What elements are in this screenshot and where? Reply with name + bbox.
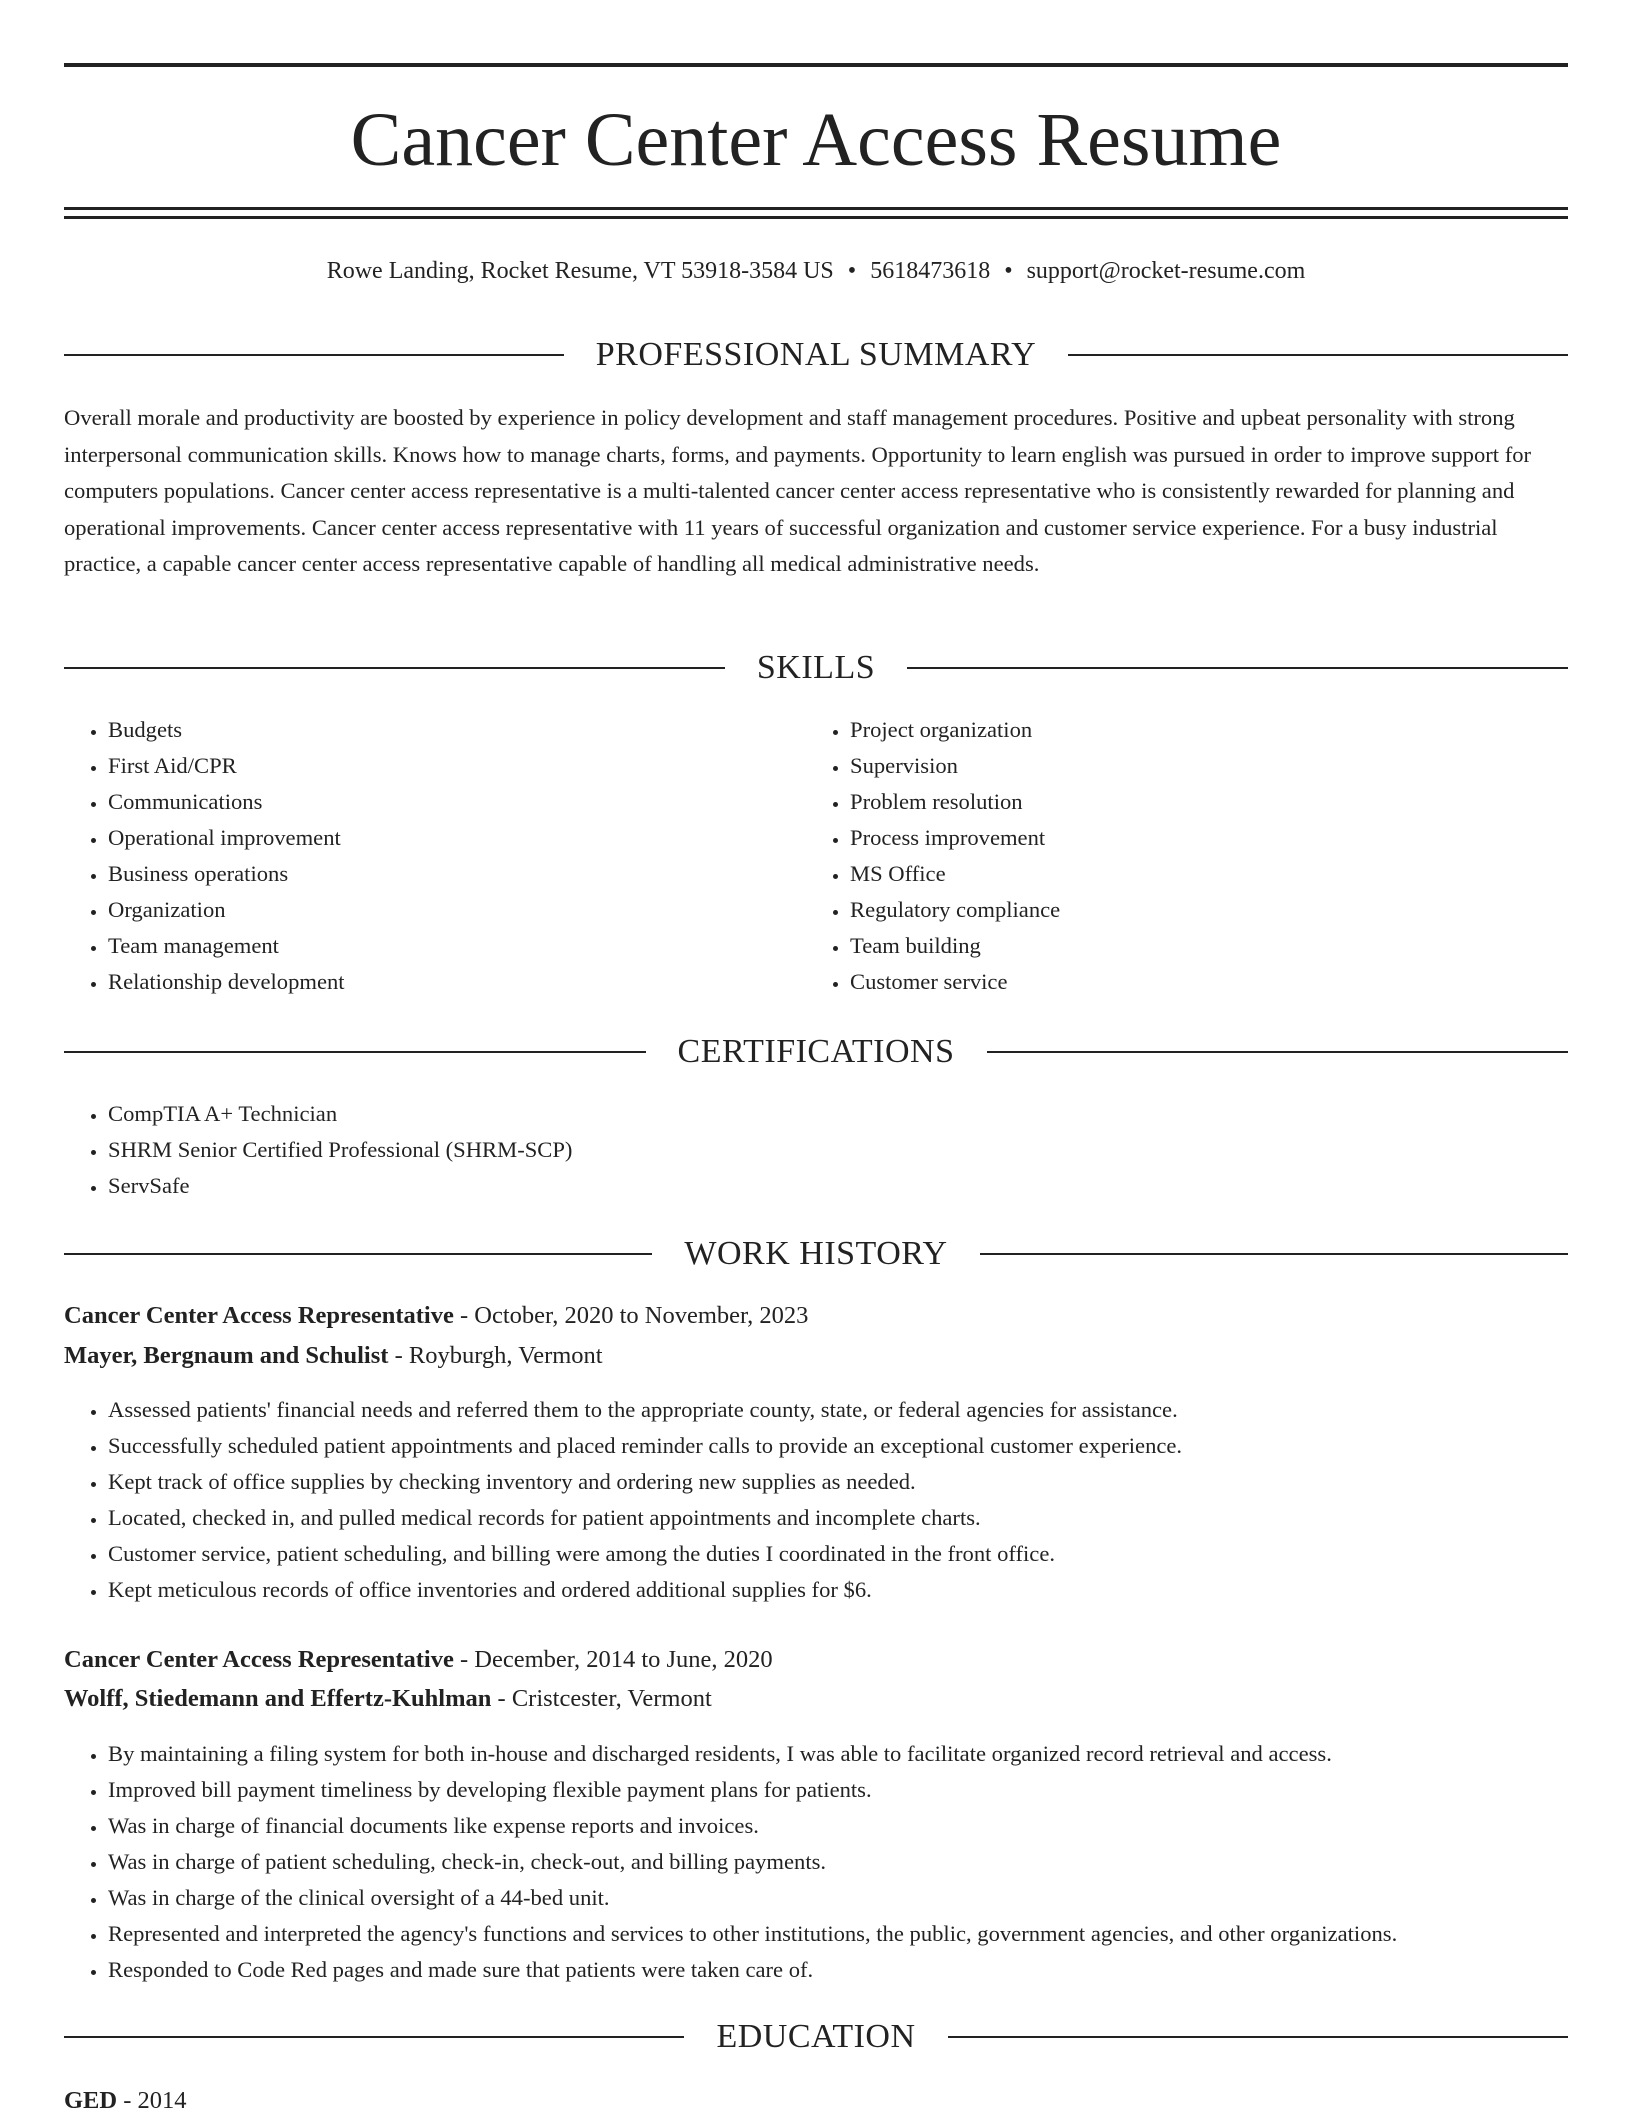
summary-text: Overall morale and productivity are boosted by experience in policy development and staff management procedures. Positive and upbeat personality with strong interpersonal communication skills. Knows how to manage charts, forms, and payments. Opportunity to learn english was pursued in order to improve support for computers populations. Cancer center access representative is a multi-talented cancer center access representative who is consistently rewarded for planning and operational improvements. Cancer center access representative with 11 years of successful organization and customer service experience. For a busy industrial practice, a capable cancer center access representative capable of handling all medical administrative needs. [64, 405, 1532, 577]
job-duty: • Represented and interpreted the agency's functions and services to other institutions, the public, government agencies, and other organizations. [108, 1916, 1568, 1952]
job-duty: • Was in charge of the clinical oversight of a 44-bed unit. [108, 1880, 1568, 1916]
job-duties-list [64, 1392, 1568, 1608]
certification-item: • CompTIA A+ Technician [108, 1096, 1308, 1132]
job-location: - Cristcester, Vermont [491, 1685, 712, 1712]
certification-item: • ServSafe [108, 1168, 1308, 1204]
job-title-line [64, 1642, 1568, 1678]
job-duty: • Improved bill payment timeliness by developing flexible payment plans for patients. [108, 1772, 1568, 1808]
job-duty: • Successfully scheduled patient appointments and placed reminder calls to provide an exceptional customer experience. [108, 1428, 1568, 1464]
job-duty: • By maintaining a filing system for both in-house and discharged residents, I was able to facilitate organized record retrieval and access. [108, 1736, 1568, 1772]
section-title: CERTIFICATIONS [677, 1033, 955, 1070]
skill-item: • Team building [850, 928, 1550, 964]
section-title: EDUCATION [716, 2018, 916, 2055]
skill-item: • Communications [108, 784, 808, 820]
job-title: Cancer Center Access Representative [64, 1302, 454, 1329]
skills-list-right [806, 712, 1550, 1000]
resume-title: Cancer Center Access Resume [350, 98, 1282, 182]
title-rule-upper [64, 207, 1568, 210]
job-duty: • Was in charge of patient scheduling, check-in, check-out, and billing payments. [108, 1844, 1568, 1880]
skill-item: • Project organization [850, 712, 1550, 748]
skill-item: • Customer service [850, 964, 1550, 1000]
job-dates: - December, 2014 to June, 2020 [453, 1646, 773, 1673]
job-duty: • Responded to Code Red pages and made sure that patients were taken care of. [108, 1952, 1568, 1988]
job-duties-list [64, 1736, 1568, 1988]
contact-separator: • [847, 258, 857, 284]
top-rule [64, 63, 1568, 67]
skill-item: • Business operations [108, 856, 808, 892]
education-year: - 2014 [117, 2087, 187, 2114]
section-title: SKILLS [756, 649, 876, 686]
section-rule [64, 1051, 646, 1053]
section-header-certifications [64, 1032, 1568, 1072]
section-header-education [64, 2017, 1568, 2057]
skill-item: • First Aid/CPR [108, 748, 808, 784]
skill-item: • Operational improvement [108, 820, 808, 856]
contact-email: support@rocket-resume.com [1026, 258, 1306, 284]
skill-item: • Problem resolution [850, 784, 1550, 820]
job-company-line [64, 1681, 1568, 1717]
section-header-summary [64, 335, 1568, 375]
job-title-line [64, 1298, 1568, 1334]
section-rule [64, 667, 725, 669]
job-duty: • Kept track of office supplies by checking inventory and ordering new supplies as needed. [108, 1464, 1568, 1500]
skill-item: • Team management [108, 928, 808, 964]
section-title: WORK HISTORY [684, 1235, 948, 1272]
skill-item: • MS Office [850, 856, 1550, 892]
education-entry [64, 2084, 187, 2118]
contact-phone: 5618473618 [870, 258, 991, 284]
job-duty: • Was in charge of financial documents like expense reports and invoices. [108, 1808, 1568, 1844]
skill-item: • Process improvement [850, 820, 1550, 856]
section-title: PROFESSIONAL SUMMARY [595, 336, 1037, 373]
section-header-skills [64, 648, 1568, 688]
job-company-line [64, 1338, 1568, 1374]
section-rule [1068, 354, 1568, 356]
section-rule [907, 667, 1568, 669]
title-rule-lower [64, 216, 1568, 219]
job-duty: • Customer service, patient scheduling, and billing were among the duties I coordinated in the front office. [108, 1536, 1568, 1572]
section-rule [980, 1253, 1568, 1255]
section-rule [64, 1253, 652, 1255]
section-rule [987, 1051, 1569, 1053]
job-location: - Royburgh, Vermont [388, 1342, 603, 1369]
job-duty: • Assessed patients' financial needs and referred them to the appropriate county, state, or federal agencies for assistance. [108, 1392, 1568, 1428]
section-rule [64, 354, 564, 356]
job-company: Wolff, Stiedemann and Effertz-Kuhlman [64, 1685, 492, 1712]
skill-item: • Relationship development [108, 964, 808, 1000]
job-title: Cancer Center Access Representative [64, 1646, 454, 1673]
certifications-list [64, 1096, 1308, 1204]
section-header-work [64, 1234, 1568, 1274]
skill-item: • Budgets [108, 712, 808, 748]
skill-item: • Regulatory compliance [850, 892, 1550, 928]
skill-item: • Organization [108, 892, 808, 928]
contact-address: Rowe Landing, Rocket Resume, VT 53918-3584 US [326, 258, 834, 284]
skill-item: • Supervision [850, 748, 1550, 784]
contact-separator: • [1004, 258, 1013, 284]
skills-list-left [64, 712, 808, 1000]
contact-line [64, 254, 1568, 288]
certification-item: • SHRM Senior Certified Professional (SHRM-SCP) [108, 1132, 1308, 1168]
job-dates: - October, 2020 to November, 2023 [453, 1302, 809, 1329]
job-duty: • Kept meticulous records of office inventories and ordered additional supplies for $6. [108, 1572, 1568, 1608]
section-rule [64, 2036, 684, 2038]
job-company: Mayer, Bergnaum and Schulist [64, 1342, 389, 1369]
section-rule [948, 2036, 1568, 2038]
job-duty: • Located, checked in, and pulled medical records for patient appointments and incomplete charts. [108, 1500, 1568, 1536]
education-degree: GED [64, 2087, 118, 2114]
